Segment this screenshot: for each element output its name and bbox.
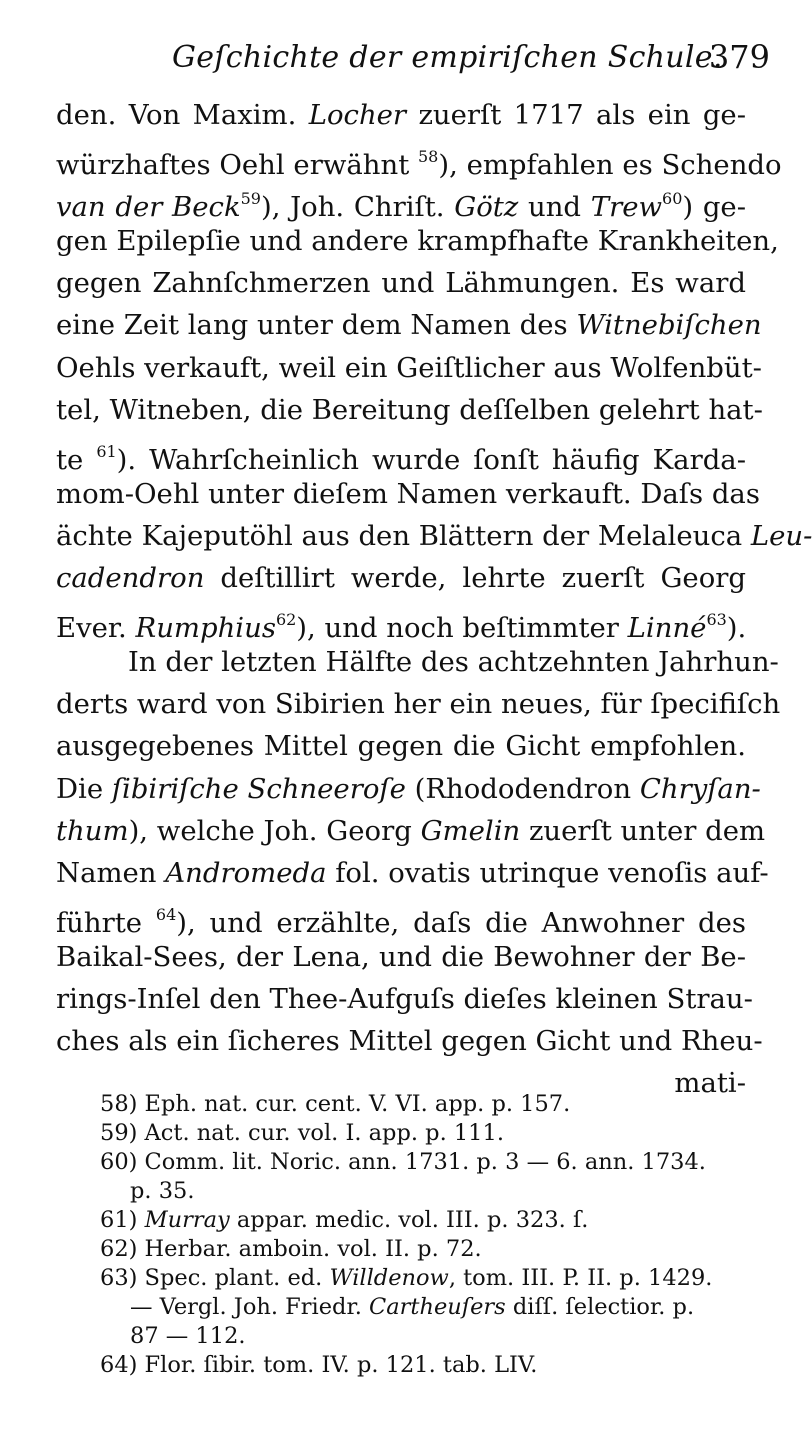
text-line	[56, 515, 812, 557]
text-run: tel, Witneben, die Bereitung deſſelben gelehrt hat-	[56, 393, 763, 426]
footnote-reference: 58	[418, 147, 439, 167]
text-line	[56, 473, 760, 515]
footnote-line	[100, 1090, 760, 1119]
text-run: Namen	[56, 856, 166, 889]
text-run: Baikal-Sees, der Lena, und die Bewohner der Be-	[56, 940, 746, 973]
text-run: deſtillirt werde, lehrte zuerſt Georg	[204, 562, 746, 595]
footnote-line	[100, 1119, 760, 1148]
text-line	[56, 136, 782, 182]
text-run: den. Von Maxim.	[56, 99, 309, 131]
italic-text: Linné	[627, 612, 707, 645]
text-line	[56, 768, 761, 810]
text-run: 60) Comm. lit. Noric. ann. 1731. p. 3 — 6. ann. 1734.	[100, 1149, 706, 1175]
footnote-line	[100, 1264, 760, 1293]
text-line	[56, 894, 746, 939]
text-run: mom-Oehl unter dieſem Namen verkauft. Daſs das	[56, 477, 760, 510]
italic-text: Götz	[454, 191, 519, 224]
text-line	[56, 810, 766, 852]
text-run: und	[518, 191, 591, 224]
text-line	[56, 1020, 763, 1062]
text-line	[56, 852, 769, 894]
footnote-line	[100, 1293, 760, 1322]
footnote-reference: 61	[96, 441, 117, 461]
italic-text: cadendron	[56, 562, 205, 595]
text-run: diſſ. ſelectior. p.	[505, 1294, 695, 1320]
footnote-reference: 59	[240, 189, 261, 209]
text-run: Die	[56, 772, 112, 805]
italic-text: Cartheuſers	[369, 1294, 506, 1320]
text-line	[56, 220, 779, 262]
italic-text: Trew	[590, 191, 663, 224]
text-run: 61)	[100, 1207, 145, 1233]
body-text	[56, 94, 812, 1104]
footnote-line	[100, 1177, 760, 1206]
italic-text: Gmelin	[420, 814, 521, 847]
text-run: würzhaftes Oehl erwähnt	[56, 149, 418, 182]
text-run: ausgegebenes Mittel gegen die Gicht empfohlen.	[56, 730, 746, 763]
text-run: gegen Zahnſchmerzen und Lähmungen. Es ward	[56, 267, 746, 300]
text-line	[56, 683, 781, 725]
footnote-line	[100, 1322, 760, 1351]
text-run: ). Wahrſcheinlich wurde ſonſt häufig Karda-	[116, 443, 746, 476]
text-line	[56, 599, 747, 645]
italic-text: Leu-	[750, 519, 812, 552]
text-run: zuerſt 1717 als ein ge-	[406, 99, 746, 131]
footnote-reference: 62	[275, 610, 297, 630]
footnote-line	[100, 1206, 760, 1235]
text-run: gen Epilepſie und andere krampfhafte Krankheiten,	[56, 225, 779, 258]
text-run: ).	[726, 612, 747, 645]
text-run: appar. medic. vol. III. p. 323. ſ.	[229, 1207, 589, 1233]
text-run: Oehls verkauft, weil ein Geiſtlicher aus Wolfenbüt-	[56, 351, 762, 384]
text-run: ), und noch beſtimmter	[296, 612, 628, 645]
text-line	[56, 641, 779, 683]
text-run: Ever.	[56, 612, 136, 645]
text-run: zuerſt unter dem	[520, 814, 766, 847]
text-run: rings-Inſel den Thee-Aufguſs dieſes kleinen Strau-	[56, 982, 753, 1015]
text-line	[56, 725, 746, 767]
italic-text: Andromeda	[165, 856, 327, 889]
italic-text: Locher	[308, 99, 407, 131]
italic-text: Rumphius	[135, 612, 276, 645]
text-run: ) ge-	[682, 191, 746, 224]
text-run: 87 — 112.	[130, 1323, 246, 1349]
text-run: mati-	[674, 1067, 746, 1100]
text-line	[56, 178, 746, 224]
page-number: 379	[708, 38, 770, 76]
footnote-line	[100, 1235, 760, 1264]
footnote-line	[100, 1351, 760, 1380]
text-line	[56, 978, 753, 1020]
text-line	[56, 94, 746, 136]
text-run: p. 35.	[130, 1178, 195, 1204]
text-run: fol. ovatis utrinque venoſis auf-	[326, 856, 769, 889]
text-line	[56, 304, 762, 346]
text-run: 59) Act. nat. cur. vol. I. app. p. 111.	[100, 1120, 504, 1146]
italic-text: van der Beck	[56, 191, 241, 224]
text-line	[56, 347, 762, 389]
text-run: ches als ein ſicheres Mittel gegen Gicht und Rheu-	[56, 1025, 763, 1058]
footnotes	[100, 1090, 760, 1380]
text-run: , tom. III. P. II. p. 1429.	[448, 1265, 713, 1291]
footnote-reference: 60	[662, 189, 683, 209]
text-run: ), und erzählte, daſs die Anwohner des	[176, 906, 746, 939]
text-run: (Rhododendron	[405, 772, 640, 805]
text-run: te	[56, 443, 97, 476]
text-run: derts ward von Sibirien her ein neues, für ſpecifiſch	[56, 688, 781, 721]
text-run: — Vergl. Joh. Friedr.	[130, 1294, 370, 1320]
running-title: Geſchichte der empiriſchen Schule.	[172, 40, 723, 75]
italic-text: ſibiriſche Schneeroſe	[111, 772, 406, 805]
text-line	[56, 262, 746, 304]
text-line	[56, 389, 763, 431]
text-run: ), Joh. Chriſt.	[260, 191, 455, 224]
text-run: ), empfahlen es Schendo	[438, 149, 782, 182]
text-run: eine Zeit lang unter dem Namen des	[56, 309, 577, 342]
text-run: 58) Eph. nat. cur. cent. V. VI. app. p. 157.	[100, 1091, 571, 1117]
text-run: ), welche Joh. Georg	[128, 814, 421, 847]
text-run: In der letzten Hälfte des achtzehnten Jahrhun-	[128, 646, 779, 679]
italic-text: Chryſan-	[639, 772, 761, 805]
text-run: 64) Flor. ſibir. tom. IV. p. 121. tab. LIV.	[100, 1352, 538, 1378]
text-line	[56, 431, 746, 476]
page-header	[0, 32, 800, 92]
text-line	[56, 557, 746, 599]
footnote-reference: 64	[155, 904, 177, 924]
text-run: ächte Kajeputöhl aus den Blättern der Melaleuca	[56, 519, 751, 552]
italic-text: Murray	[144, 1207, 230, 1233]
italic-text: Willdenow	[329, 1265, 449, 1291]
italic-text: Witnebiſchen	[576, 309, 762, 342]
footnote-reference: 63	[706, 610, 727, 630]
footnote-line	[100, 1148, 760, 1177]
text-run: 63) Spec. plant. ed.	[100, 1265, 330, 1291]
italic-text: thum	[56, 814, 129, 847]
text-run: 62) Herbar. amboin. vol. II. p. 72.	[100, 1236, 482, 1262]
text-run: führte	[56, 906, 156, 939]
text-line	[56, 936, 746, 978]
